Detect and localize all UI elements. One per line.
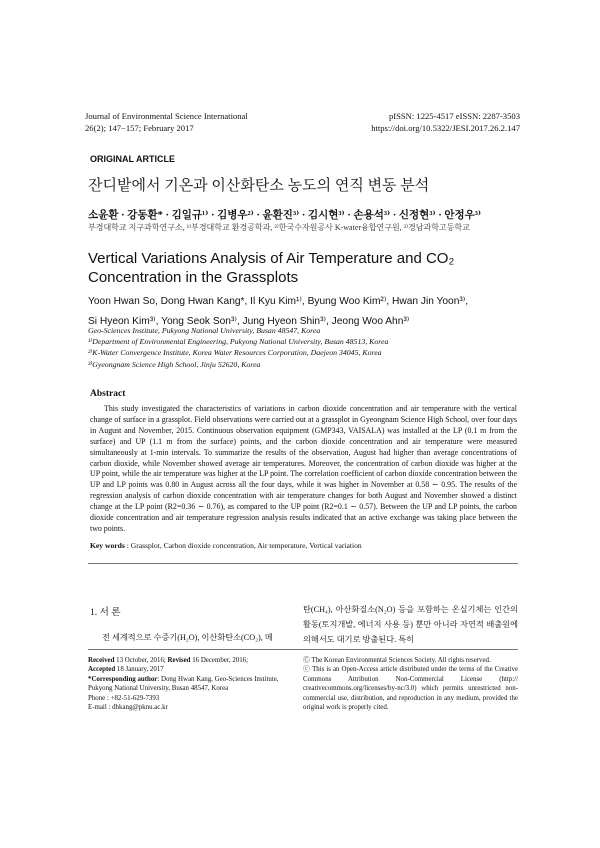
affiliation-line: ¹⁾Department of Environmental Engineering, Pukyong National University, Busan 48513, Korea bbox=[88, 337, 389, 347]
keywords-text: : Grassplot, Carbon dioxide concentration, Air temperature, Vertical variation bbox=[124, 541, 362, 550]
abstract-text: This study investigated the characteristics of variations in carbon dioxide concentration and air temperature with the vertical change of surface in a grassplot. Field observations were carried out at a grassplot in Gyeongnam Science High School, over four days in August and November, 2015. Continuous observation equipment (GMP343, VAISALA) was installed at the LP (0.1 m from the surface) and UP (1.1 m from the surface) points, and the carbon dioxide concentration and air temperature were measured simultaneously at 1-min intervals. To summarize the results of the observation, August had higher than average concentrations of carbon dioxide, while November showed average air temperatures. Moreover, the concentration of carbon dioxide was higher at the UP point, while the air temperature was higher at the LP point. The correlation coefficient of carbon dioxide concentration between the UP and LP points was 0.80 in August across all the four days, while it was higher in November at 0.58 ∼ 0.95. The results of the regression analysis of carbon dioxide concentration with air temperature changes for both August and November showed a distinct change at the LP point (R2=0.36 ∼ 0.76), as compared to the UP point (R2=0.1 ∼ 0.57). Between the UP and LP points, the carbon dioxide concentration and air temperature regression analysis results indicated that an active exchange was taking place between the two points. bbox=[90, 404, 517, 533]
revised-label: Revised bbox=[167, 657, 191, 664]
intro-text-left: 전 세계적으로 수증기(H₂O), 이산화탄소(CO₂), 메 bbox=[102, 633, 273, 642]
journal-volume: 26(2); 147−157; February 2017 bbox=[85, 122, 194, 133]
accepted bbox=[88, 665, 293, 674]
received-revised bbox=[88, 656, 293, 665]
corresponding-author bbox=[88, 675, 293, 694]
authors-korean: 소윤환 · 강동환* · 김일규¹⁾ · 김병우²⁾ · 윤환진³⁾ · 김시현³⁾ · 손용석³⁾ · 신정현³⁾ · 안정우³⁾ bbox=[88, 210, 482, 221]
article-type: ORIGINAL ARTICLE bbox=[90, 154, 175, 164]
email[interactable]: E-mail : dhkang@pknu.ac.kr bbox=[88, 704, 168, 712]
revised-date: 16 December, 2016; bbox=[190, 657, 249, 664]
affiliations-english bbox=[88, 325, 528, 370]
copyright-notice bbox=[303, 656, 518, 712]
corresponding-label: *Corresponding author bbox=[88, 675, 158, 683]
accepted-label: Accepted bbox=[88, 666, 116, 674]
title-english bbox=[88, 250, 518, 287]
title-english-line1: Vertical Variations Analysis of Air Temperature and CO₂ bbox=[88, 250, 455, 267]
intro-text-right: 탄(CH₄), 아산화질소(N₂O) 등을 포함하는 온실기체는 인간의 활동(토지개발, 에너지 사용 등) 뿐만 아니라 자연적 배출원에 의해서도 대기로 방출된다. 특히 bbox=[303, 605, 518, 644]
issn: pISSN: 1225-4517 eISSN: 2287-3503 bbox=[388, 111, 520, 121]
section-heading-intro: 1. 서 론 bbox=[90, 607, 121, 618]
authors-english-line2: Si Hyeon Kim³⁾, Yong Seok Son³⁾, Jung Hyeon Shin³⁾, Jeong Woo Ahn³⁾ bbox=[88, 316, 410, 327]
article-history bbox=[88, 656, 293, 712]
abstract-heading: Abstract bbox=[90, 389, 126, 399]
received-label: Received bbox=[88, 657, 115, 664]
title-english-line2: Concentration in the Grassplots bbox=[88, 268, 299, 286]
footnote-divider bbox=[88, 649, 518, 650]
received-date: 13 October, 2016; bbox=[114, 657, 168, 664]
affiliation-korean: 부경대학교 지구과학연구소, ¹⁾부경대학교 환경공학과, ²⁾한국수자원공사 K-water융합연구원, ³⁾경남과학고등학교 bbox=[88, 223, 470, 232]
corresponding-text: : Dong Hwan Kang, Geo-Sciences Institute, Pukyong National University, Busan 48547, Korea bbox=[88, 675, 279, 693]
journal-header-right bbox=[371, 111, 520, 134]
journal-name: Journal of Environmental Science International bbox=[85, 111, 248, 121]
journal-header-left bbox=[85, 111, 248, 134]
copyright-line: Ⓒ The Korean Environmental Sciences Society. All rights reserved. bbox=[303, 657, 491, 664]
phone: Phone : +82-51-629-7393 bbox=[88, 694, 160, 702]
license-text: ⓒ This is an Open-Access article distributed under the terms of the Creative Commons Attribution Non-Commercial License (http:// creativecommons.org/licenses/by-nc/3.0) which permits unrestricted non-commercial use, distribution, and reproduction in any medium, provided the original work is properly cited. bbox=[303, 666, 518, 712]
keywords-label: Key words bbox=[90, 541, 125, 550]
authors-english-line1: Yoon Hwan So, Dong Hwan Kang*, Il Kyu Kim¹⁾, Byung Woo Kim²⁾, Hwan Jin Yoon³⁾, bbox=[88, 296, 469, 307]
accepted-date: 18 January, 2017 bbox=[115, 666, 164, 674]
affiliation-line: Geo-Sciences Institute, Pukyong National University, Busan 48547, Korea bbox=[88, 326, 321, 335]
affiliation-line: ³⁾Gyeongnam Science High School, Jinju 52620, Korea bbox=[88, 359, 261, 369]
doi-link[interactable]: https://doi.org/10.5322/JESI.2017.26.2.147 bbox=[371, 122, 520, 133]
affiliation-line: ²⁾K-Water Convergence Institute, Korea Water Resources Corporation, Daejeon 34045, Korea bbox=[88, 348, 382, 358]
keywords bbox=[90, 541, 362, 550]
title-korean: 잔디밭에서 기온과 이산화탄소 농도의 연직 변동 분석 bbox=[88, 178, 430, 194]
divider bbox=[88, 563, 518, 564]
